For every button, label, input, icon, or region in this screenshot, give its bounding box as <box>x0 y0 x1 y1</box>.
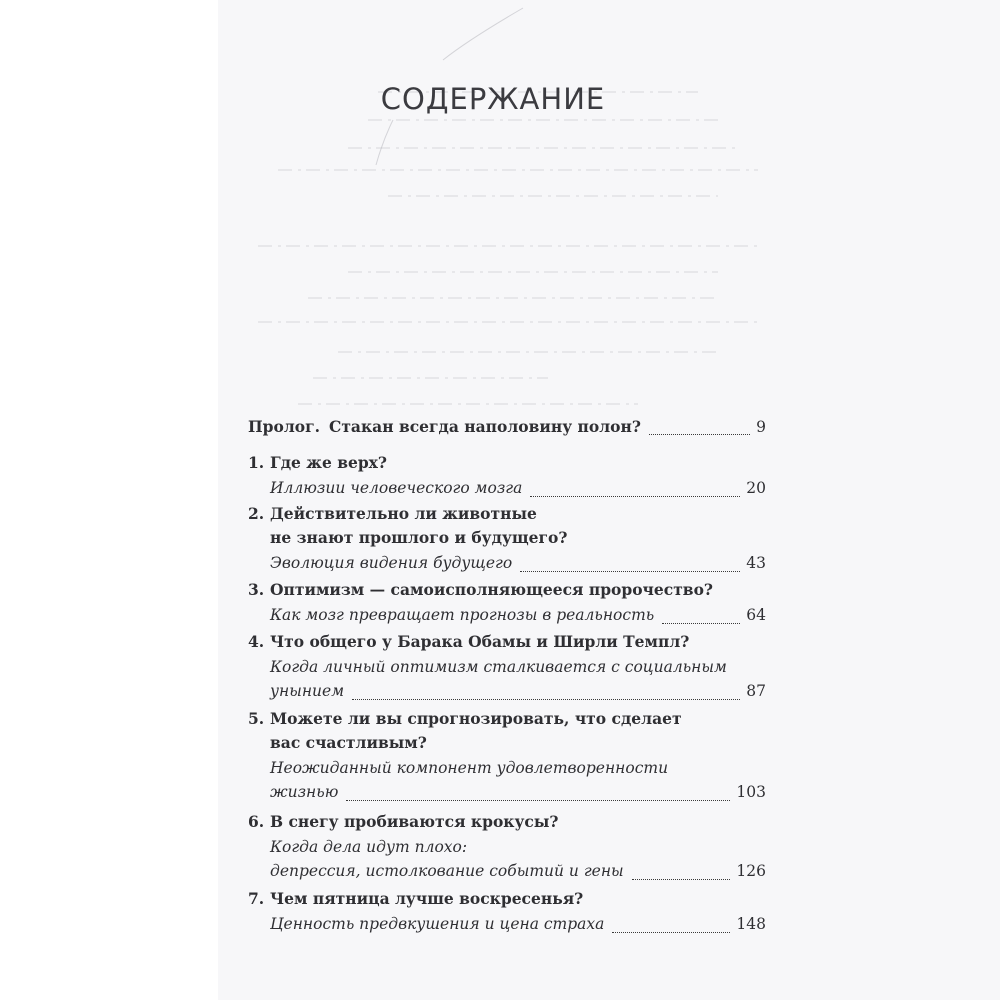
chapter-subtitle-continued: жизнью <box>270 783 339 801</box>
page-number: 9 <box>756 418 766 436</box>
book-page <box>218 0 1000 1000</box>
chapter-title: Можете ли вы спрогнозировать, что сделает <box>270 709 682 728</box>
page-number: 103 <box>736 783 766 801</box>
prologue-label: Пролог. <box>248 417 320 436</box>
dot-leader <box>346 800 730 801</box>
dot-leader <box>520 571 740 572</box>
chapter-subtitle: Иллюзии человеческого мозга <box>270 479 523 497</box>
chapter-number: 3. <box>248 580 265 599</box>
chapter-title: Что общего у Барака Обамы и Ширли Темпл? <box>270 632 690 651</box>
chapter-title-continued: вас счастливым? <box>270 733 427 752</box>
chapter-subtitle: Неожиданный компонент удовлетворенности <box>270 759 669 777</box>
chapter-subtitle: Когда дела идут плохо: <box>270 838 468 856</box>
dot-leader <box>352 699 740 700</box>
chapter-title: Действительно ли животные <box>270 504 537 523</box>
dot-leader <box>662 623 740 624</box>
chapter-title: Оптимизм — самоисполняющееся пророчество? <box>270 580 713 599</box>
chapter-subtitle: Эволюция видения будущего <box>270 554 513 572</box>
chapter-number: 6. <box>248 812 265 831</box>
chapter-title: В снегу пробиваются крокусы? <box>270 812 559 831</box>
chapter-title: Где же верх? <box>270 453 387 472</box>
page-title: СОДЕРЖАНИЕ <box>380 82 606 116</box>
page-number: 43 <box>746 554 766 572</box>
page-number: 64 <box>746 606 766 624</box>
chapter-subtitle: Как мозг превращает прогнозы в реальность <box>270 606 655 624</box>
chapter-number: 7. <box>248 889 265 908</box>
prologue-title: Стакан всегда наполовину полон? <box>328 417 641 436</box>
chapter-subtitle: Когда личный оптимизм сталкивается с социальным <box>270 658 727 676</box>
dot-leader <box>632 879 731 880</box>
chapter-number: 5. <box>248 709 265 728</box>
page-number: 20 <box>746 479 766 497</box>
dot-leader <box>530 496 740 497</box>
chapter-subtitle-continued: унынием <box>270 682 345 700</box>
chapter-subtitle: Ценность предвкушения и цена страха <box>270 915 605 933</box>
page-number: 126 <box>736 862 766 880</box>
dot-leader <box>612 932 730 933</box>
chapter-title: Чем пятница лучше воскресенья? <box>270 889 584 908</box>
chapter-title-continued: не знают прошлого и будущего? <box>270 528 568 547</box>
chapter-number: 1. <box>248 453 265 472</box>
page-number: 148 <box>736 915 766 933</box>
chapter-subtitle-continued: депрессия, истолкование событий и гены <box>270 862 624 880</box>
page-number: 87 <box>746 682 766 700</box>
chapter-number: 2. <box>248 504 265 523</box>
dot-leader <box>649 434 750 435</box>
chapter-number: 4. <box>248 632 265 651</box>
